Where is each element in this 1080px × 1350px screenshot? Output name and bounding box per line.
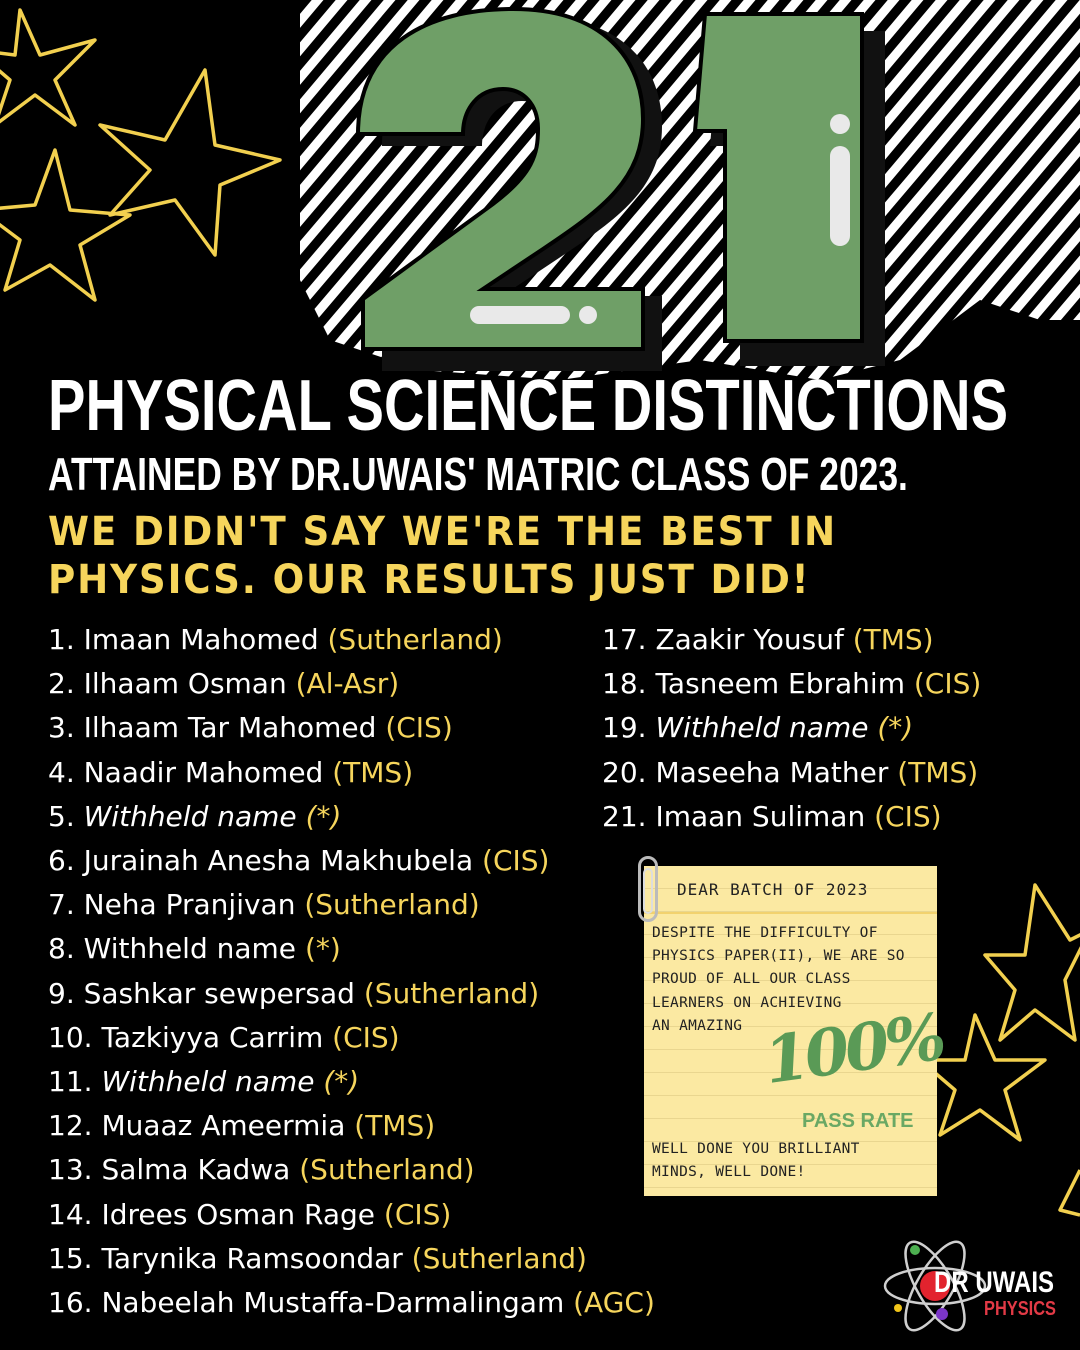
student-list-item (48, 618, 655, 662)
student-list-item (48, 972, 655, 1016)
logo-subtitle: PHYSICS (984, 1298, 1057, 1320)
star-icon-group-right (920, 885, 1080, 1215)
student-name: Imaan Mahomed (83, 623, 319, 656)
student-name: Sashkar sewpersad (83, 976, 355, 1010)
star-icon (1060, 1170, 1080, 1215)
student-name: Withheld name (655, 711, 869, 745)
student-number: 4. (48, 755, 75, 789)
student-number: 14. (48, 1197, 93, 1231)
student-list-item (602, 706, 981, 750)
student-number: 1. (48, 623, 75, 656)
student-list-item (48, 751, 655, 795)
student-name: Naadir Mahomed (83, 755, 324, 789)
student-school: (*) (304, 932, 341, 966)
student-list-item (48, 1060, 655, 1104)
student-name: Salma Kadwa (101, 1153, 291, 1187)
student-list-item (48, 662, 655, 706)
student-number: 11. (48, 1065, 93, 1099)
student-number: 8. (48, 932, 75, 966)
student-list-item (48, 1104, 655, 1148)
student-school: (Sutherland) (327, 623, 503, 656)
note-pass-rate: PASS RATE (802, 1110, 914, 1132)
student-list-left (48, 618, 655, 1325)
digit-2 (358, 9, 662, 371)
student-number: 15. (48, 1241, 93, 1275)
student-list-item (48, 839, 655, 883)
student-school: (Sutherland) (299, 1153, 475, 1187)
scribble-stripe (1076, 0, 1080, 380)
student-number: 10. (48, 1020, 93, 1054)
tagline-line-2: PHYSICS. OUR RESULTS JUST DID! (48, 557, 811, 603)
note-footer: WELL DONE YOU BRILLIANT MINDS, WELL DONE! (652, 1141, 860, 1181)
student-school: (TMS) (852, 623, 934, 656)
scribble-stripe (0, 0, 302, 380)
student-name: Maseeha Mather (655, 755, 889, 789)
student-number: 6. (48, 844, 75, 878)
student-name: Tasneem Ebrahim (655, 667, 905, 701)
student-number: 12. (48, 1109, 93, 1143)
student-school: (Sutherland) (304, 888, 480, 922)
sticky-note (644, 866, 947, 1196)
star-icon (100, 70, 280, 255)
student-number: 2. (48, 667, 75, 701)
student-number: 18. (602, 667, 647, 701)
student-number: 20. (602, 755, 647, 789)
student-school: (CIS) (385, 711, 453, 745)
headline-subtitle: ATTAINED BY DR.UWAIS' MATRIC CLASS OF 2023. (48, 448, 908, 500)
student-number: 5. (48, 799, 75, 833)
paperclip-inner (643, 868, 653, 914)
hero-number-21 (330, 6, 900, 376)
logo-name: DR UWAIS (934, 1266, 1054, 1299)
student-list-item (48, 927, 655, 971)
student-school: (AGC) (573, 1286, 655, 1320)
student-name: Ilhaam Tar Mahomed (83, 711, 377, 745)
student-school: (CIS) (383, 1197, 452, 1231)
student-school: (TMS) (354, 1109, 436, 1143)
student-list-right (602, 618, 981, 839)
note-divider (644, 912, 937, 914)
student-number: 17. (602, 623, 647, 656)
student-list-item (602, 618, 981, 662)
student-list-item (602, 751, 981, 795)
student-school: (Sutherland) (363, 976, 540, 1010)
student-number: 9. (48, 976, 75, 1010)
student-name: Withheld name (83, 932, 297, 966)
star-icon-group-left (0, 10, 280, 300)
student-name: Withheld name (101, 1065, 315, 1099)
student-list-item (602, 795, 981, 839)
student-school: (TMS) (332, 755, 414, 789)
student-name: Neha Pranjivan (83, 888, 296, 922)
star-icon (0, 10, 95, 125)
student-school: (CIS) (913, 667, 982, 701)
student-list-item (48, 1281, 655, 1325)
student-school: (*) (877, 711, 914, 745)
student-list-item (48, 1016, 655, 1060)
star-icon (985, 885, 1080, 1040)
student-list-item (48, 883, 655, 927)
star-icon (0, 150, 130, 300)
student-name: Imaan Suliman (655, 799, 866, 833)
student-list-item (48, 795, 655, 839)
student-list-item (48, 706, 655, 750)
student-school: (Sutherland) (411, 1241, 587, 1275)
student-school: (*) (323, 1065, 360, 1099)
student-number: 3. (48, 711, 75, 745)
headline-title: PHYSICAL SCIENCE DISTINCTIONS (48, 366, 1009, 446)
student-school: (*) (305, 799, 342, 833)
note-percentage: 100% (759, 999, 947, 1100)
scribble-stripe (0, 0, 230, 380)
student-list-item (48, 1237, 655, 1281)
student-school: (CIS) (332, 1020, 400, 1054)
student-name: Tarynika Ramsoondar (101, 1241, 403, 1275)
tagline-line-1: WE DIDN'T SAY WE'RE THE BEST IN (48, 509, 837, 555)
student-number: 13. (48, 1153, 93, 1187)
student-list-item (602, 662, 981, 706)
student-name: Tazkiyya Carrim (101, 1020, 324, 1054)
student-number: 19. (602, 711, 647, 745)
scribble-stripe (0, 0, 326, 380)
student-number: 7. (48, 888, 75, 922)
student-name: Idrees Osman Rage (101, 1197, 376, 1231)
student-list-item (48, 1148, 655, 1192)
student-school: (Al-Asr) (295, 667, 400, 701)
note-body: DESPITE THE DIFFICULTY OF PHYSICS PAPER(II), WE ARE SO PROUD OF ALL OUR CLASS LEARNERS ON ACHIEVING AN AMAZING (652, 925, 905, 1034)
digit-1 (695, 14, 885, 366)
student-school: (CIS) (482, 844, 550, 878)
student-name: Withheld name (83, 799, 297, 833)
student-number: 16. (48, 1286, 93, 1320)
student-school: (TMS) (897, 755, 979, 789)
student-school: (CIS) (874, 799, 942, 833)
student-name: Jurainah Anesha Makhubela (83, 844, 474, 878)
student-name: Zaakir Yousuf (655, 623, 844, 656)
scribble-stripe (0, 0, 254, 380)
student-number: 21. (602, 799, 647, 833)
note-title: DEAR BATCH OF 2023 (677, 880, 869, 899)
dr-uwais-logo (880, 1236, 1070, 1336)
student-name: Ilhaam Osman (83, 667, 287, 701)
student-name: Muaaz Ameermia (101, 1109, 346, 1143)
tagline (48, 508, 837, 604)
student-list-item (48, 1193, 655, 1237)
student-name: Nabeelah Mustaffa-Darmalingam (101, 1286, 565, 1320)
